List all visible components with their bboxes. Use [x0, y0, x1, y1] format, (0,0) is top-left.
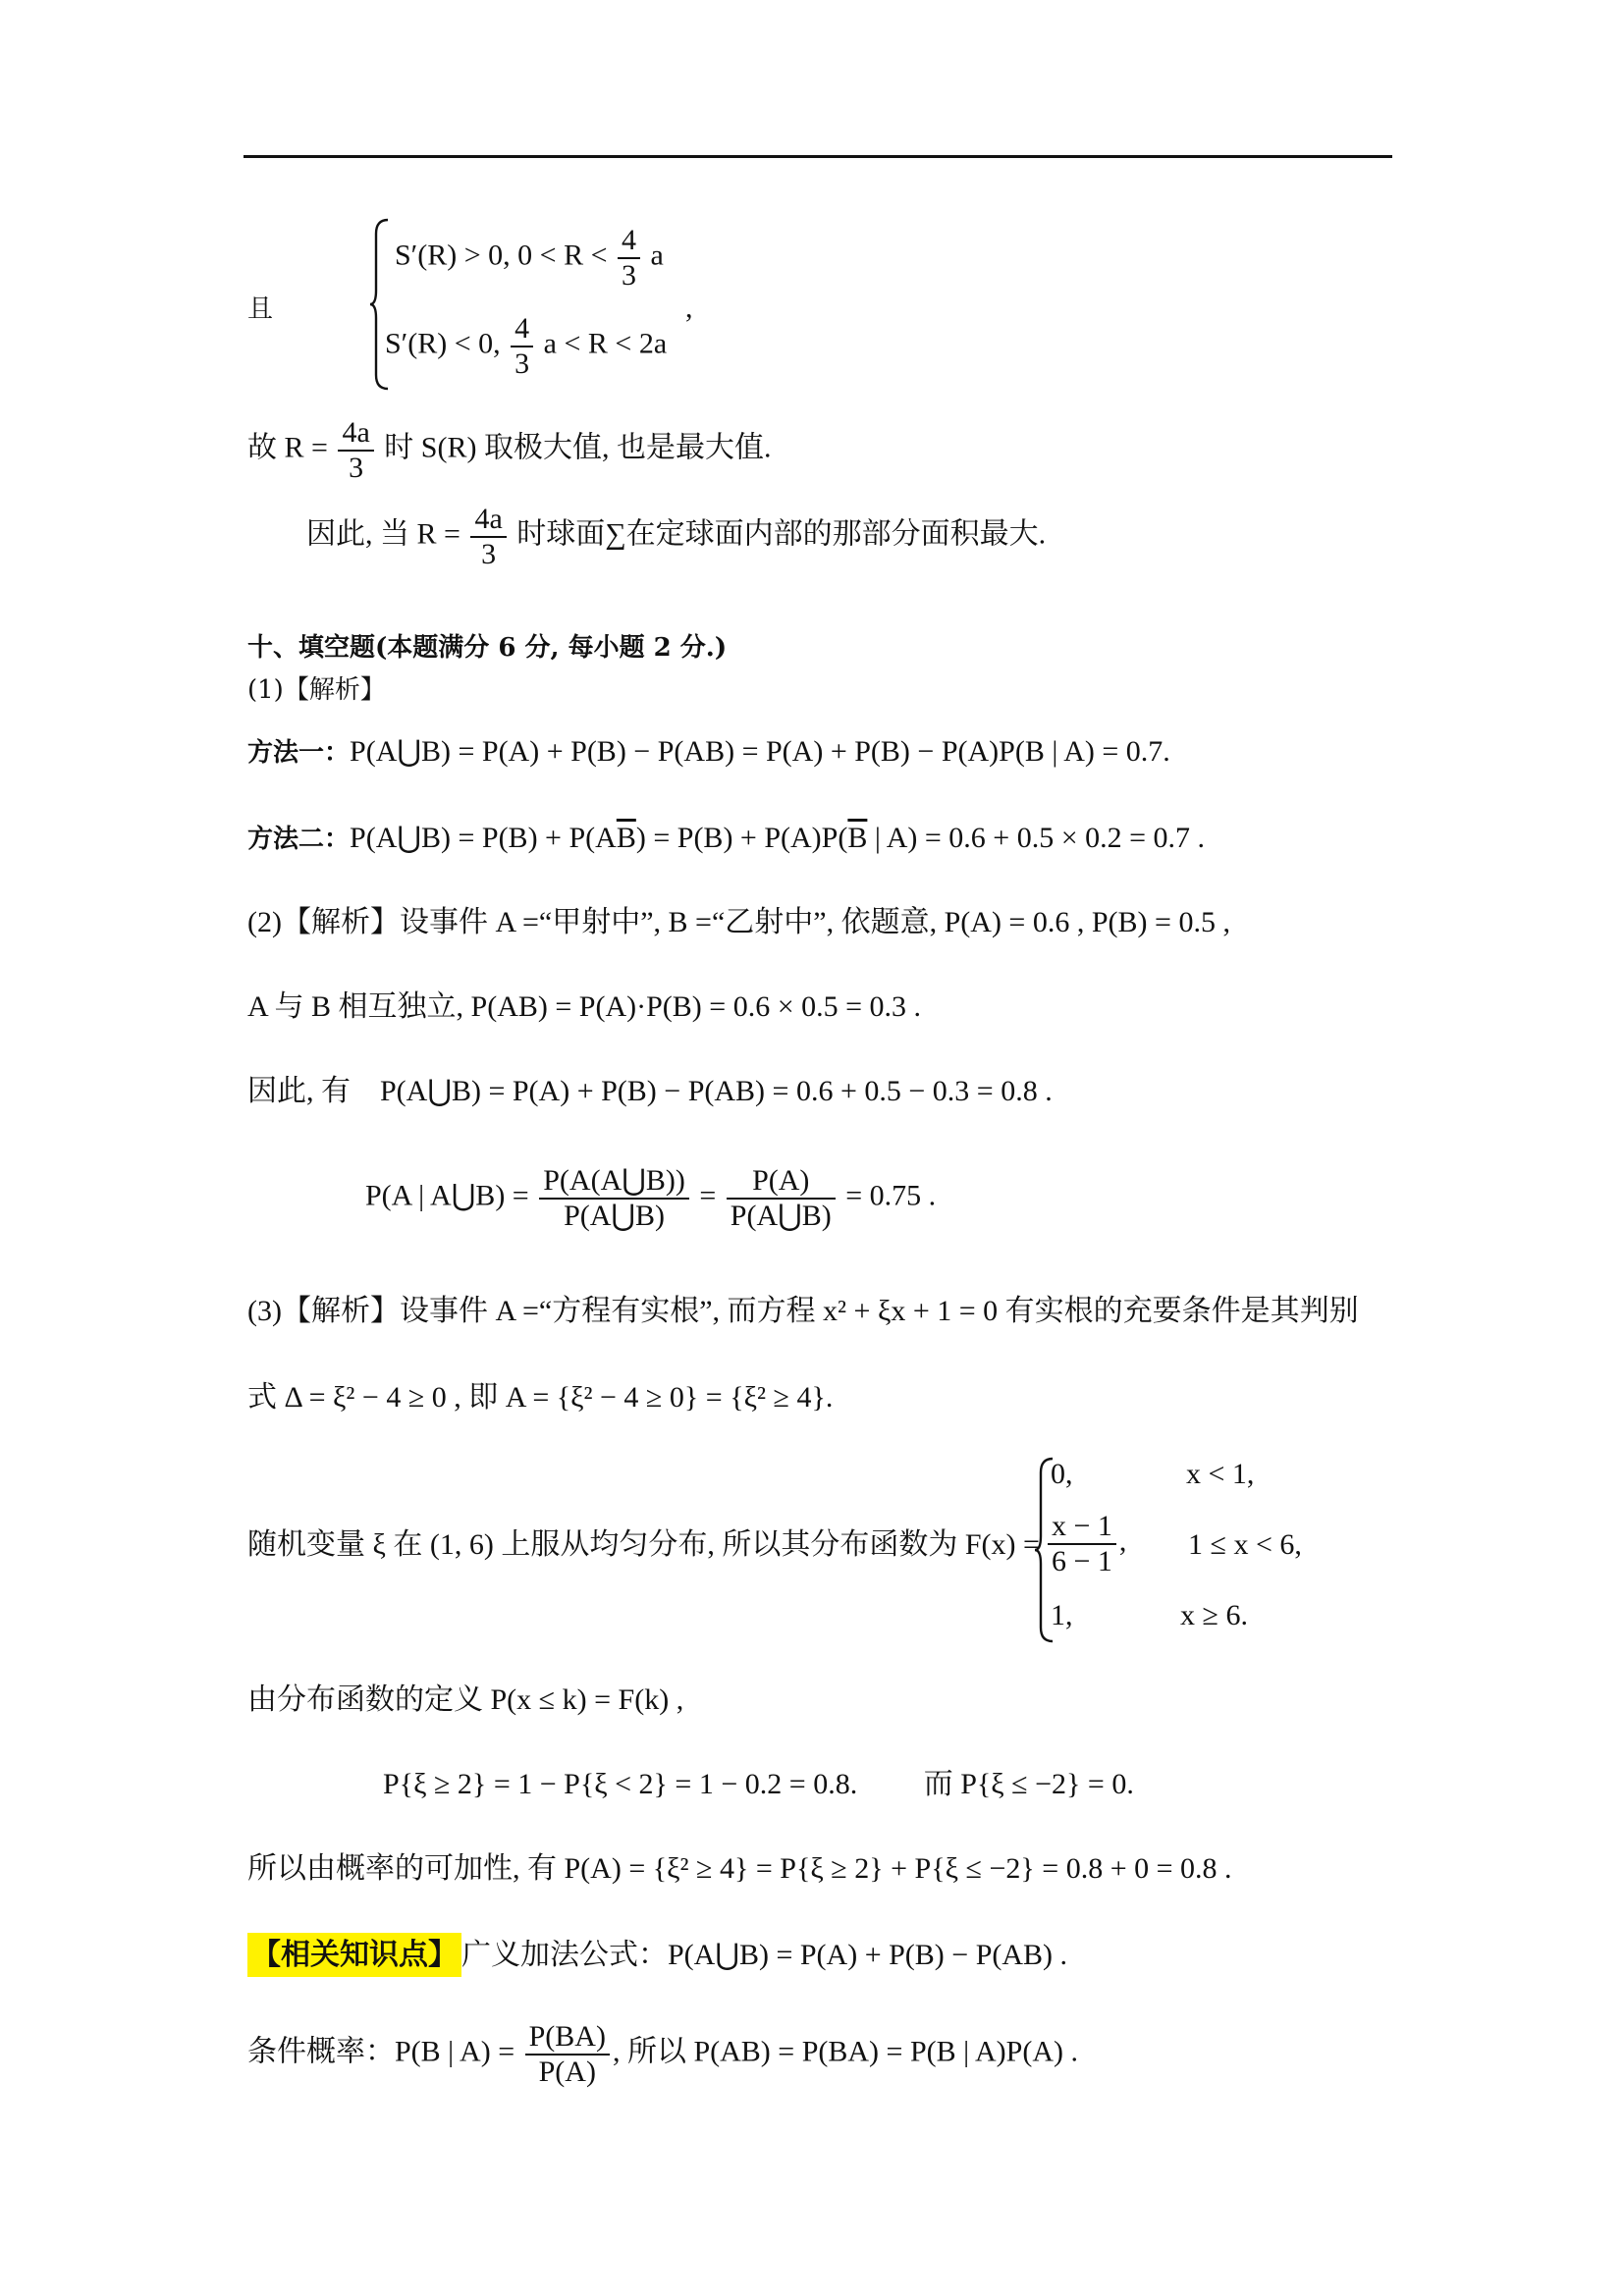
fraction-4a-3: $\frac{4a}{3}$ [338, 416, 373, 484]
fraction-4a-3: $\frac{4a}{3}$ [470, 503, 506, 570]
knowledge-badge: 【相关知识点】 [247, 1933, 461, 1977]
method-1-label: 方法一： [247, 738, 351, 768]
q3-definition: 由分布函数的定义 P(x ≤ k) = F(k) , [247, 1683, 684, 1716]
q2-conditional: P(A | A⋃B) = $\frac{P(A(A⋃B))}{P(A⋃B)}$ = $\frac{P(A)}{P(A⋃B)}$ = 0.75 . [365, 1164, 937, 1232]
piece-2-value: $\frac{x - 1}{6 - 1}$ , [1045, 1510, 1126, 1577]
method-1-formula: P(A⋃B) = P(A) + P(B) − P(AB) = P(A) + P(B) − P(A)P(B | A) = 0.7. [350, 735, 1170, 768]
case-line-1: S′(R) > 0, 0 < R < $\frac{4}{3}$ a [395, 224, 664, 292]
piece-2-condition: 1 ≤ x < 6, [1188, 1528, 1302, 1561]
q2-line-2: A 与 B 相互独立, P(AB) = P(A)·P(B) = 0.6 × 0.5 = 0.3 . [247, 990, 922, 1023]
piece-3-value: 1, [1051, 1599, 1073, 1631]
qie-label: 且 [247, 294, 274, 324]
yinci-line: 因此, 当 R = $\frac{4a}{3}$ 时球面∑在定球面内部的那部分面积最大. [306, 503, 1047, 570]
piece-3-condition: x ≥ 6. [1180, 1599, 1248, 1631]
method-2-line: 方法二：P(A⋃B) = $P(B) + P(A\overline{B}) = P(B) + P(A)P(\overline{B}$ | A) = 0.6 + 0.5 × 0.2 = 0.7 . [247, 822, 1206, 854]
fraction-4-3: $\frac{4}{3}$ [618, 224, 640, 292]
rv-text: 随机变量 ξ 在 (1, 6) 上服从均匀分布, 所以其分布函数为 F(x) = [247, 1528, 1040, 1561]
fraction-cond-1: $\frac{P(A(A⋃B))}{P(A⋃B)}$ [539, 1164, 689, 1232]
piece-1-value: 0, [1051, 1458, 1073, 1490]
header-rule [244, 155, 1392, 158]
q2-line-1: (2)【解析】设事件 A =“甲射中”, B =“乙射中”, 依题意, P(A) = 0.6 , P(B) = 0.5 , [247, 906, 1230, 938]
method-1-line [247, 734, 1170, 770]
q3-probabilities: P{ξ ≥ 2} = 1 − P{ξ < 2} = 1 − 0.2 = 0.8. 而 P{ξ ≤ −2} = 0. [383, 1768, 1134, 1800]
fraction-4-3: $\frac{4}{3}$ [511, 312, 533, 380]
gu-line: 故 R = $\frac{4a}{3}$ 时 S(R) 取极大值, 也是最大值. [247, 416, 772, 484]
q3-line-2: 式 Δ = ξ² − 4 ≥ 0 , 即 A = {ξ² − 4 ≥ 0} = {ξ² ≥ 4}. [247, 1381, 834, 1414]
q1-title: (1)【解析】 [247, 675, 386, 705]
q3-line-1: (3)【解析】设事件 A =“方程有实根”, 而方程 x² + ξx + 1 = 0 有实根的充要条件是其判别 [247, 1295, 1359, 1327]
case-comma: , [685, 292, 693, 324]
piece-1-condition: x < 1, [1186, 1458, 1255, 1490]
q3-additivity: 所以由概率的可加性, 有 P(A) = {ξ² ≥ 4} = P{ξ ≥ 2} + P{ξ ≤ −2} = 0.8 + 0 = 0.8 . [247, 1852, 1232, 1885]
knowledge-line [247, 1938, 1067, 1973]
fraction-piece-2: $\frac{x - 1}{6 - 1}$ [1048, 1510, 1116, 1577]
fraction-cond-2: $\frac{P(A)}{P(A⋃B)}$ [727, 1164, 836, 1232]
addition-formula: 广义加法公式：P(A⋃B) = P(A) + P(B) − P(AB) . [461, 1939, 1068, 1971]
method-2-label: 方法二： [247, 825, 351, 854]
q2-line-3: 因此, 有 P(A⋃B) = P(A) + P(B) − P(AB) = 0.6 + 0.5 − 0.3 = 0.8 . [247, 1075, 1053, 1107]
case-line-2: S′(R) < 0, $\frac{4}{3}$ a < R < 2a [385, 312, 668, 380]
conditional-line: 条件概率：P(B | A) = $\frac{P(BA)}{P(A)}$ , 所以 P(AB) = P(BA) = P(B | A)P(A) . [247, 2020, 1078, 2088]
section-heading: 十、填空题(本题满分 6 分, 每小题 2 分.) [247, 633, 728, 663]
fraction-conditional: $\frac{P(BA)}{P(A)}$ [525, 2020, 610, 2088]
